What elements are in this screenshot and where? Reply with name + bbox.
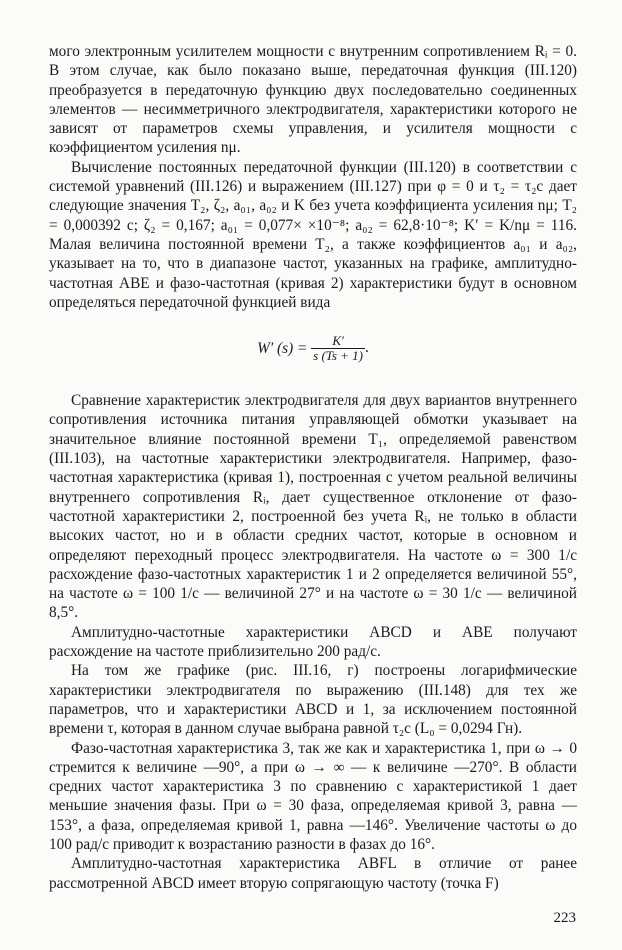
paragraph-5: На том же графике (рис. III.16, г) построены логарифмические характеристики электродвигателя по выражению (III.148) для тех же параметров, что и характеристики ABCD и 1, за исключением постоянной времени τ, которая в данном случае выбрана равной τ₂c (L₀ = 0,0294 Гн). [49,662,577,738]
paragraph-4: Амплитудно-частотные характеристики ABCD и ABE получают расхождение на частоте приблизительно 200 рад/с. [49,623,577,661]
paragraph-3: Сравнение характеристик электродвигателя для двух вариантов внутреннего сопротивления источника питания управляющей обмотки указывает на значительное влияние постоянной времени T₁, определяемой равенством (III.103), на частотные характеристики электродвигателя. Например, фазо-частотная характеристика (кривая 1), построенная с учетом реальной величины внутреннего сопротивления Rᵢ, дает существенное отклонение от фазо-частотной характеристики 2, построенной без учета Rᵢ, не только в области высоких частот, но и в области средних частот, которые в основном и определяют переходный процесс электродвигателя. На частоте ω = 300 1/с расхождение фазо-частотных характеристик 1 и 2 определяется величиной 55°, на частоте ω = 100 1/с — величиной 27° и на частоте ω = 30 1/с — величиной 8,5°. [49,392,577,622]
paragraph-2: Вычисление постоянных передаточной функции (III.120) в соответствии с системой уравнений (III.126) и выражением (III.127) при φ = 0 и τ₂ = τ₂c дает следующие значения T₂, ζ₂, a₀₁, a₀₂ и K без учета коэффициента усиления nμ; T₂ = 0,000392 с; ζ₂ = 0,167; a₀₁ = 0,077× ×10⁻⁸; a₀₂ = 62,8·10⁻⁸; K′ = K/nμ = 116. Малая величина постоянной времени T₂, а также коэффициентов a₀₁ и a₀₂, указывает на то, что в диапазоне частот, указанных на графике, амплитудно-частотная ABE и фазо-частотная (кривая 2) характеристики будут в основном определяться передаточной функцией вида [49,158,577,311]
paragraph-7: Амплитудно-частотная характеристика ABFL в отличие от ранее рассмотренной ABCD имеет вторую сопрягающую частоту (точка F) [49,855,577,892]
page-body [49,42,577,893]
formula-tail: . [365,339,369,357]
formula-lhs: W′ (s) = [257,340,308,358]
formula-denominator: s (Ts + 1) [313,348,364,364]
paragraph-1: мого электронным усилителем мощности с внутренним сопротивлением Rᵢ = 0. В этом случае, как было показано выше, передаточная функция (III.120) преобразуется в передаточную функцию двух последовательно соединенных элементов — несимметричного электродвигателя, характеристики которого не зависят от параметров схемы управления, и усилителя мощности с коэффициентом усиления nμ. [49,43,577,157]
paragraph-6: Фазо-частотная характеристика 3, так же как и характеристика 1, при ω → 0 стремится к величине —90°, а при ω → ∞ — к величине —270°. В области средних частот характеристика 3 по сравнению с характеристикой 1 дает меньшие значения фазы. При ω = 30 фаза, определяемая кривой 3, равна — 153°, а фаза, определяемая кривой 1, равна —146°. Увеличение частоты ω до 100 рад/с приводит к возрастанию разности в фазах до 16°. [49,739,577,853]
transfer-function-formula [49,334,577,363]
formula-fraction [311,334,365,363]
formula-numerator: K′ [311,334,365,349]
page-number: 223 [553,910,576,926]
